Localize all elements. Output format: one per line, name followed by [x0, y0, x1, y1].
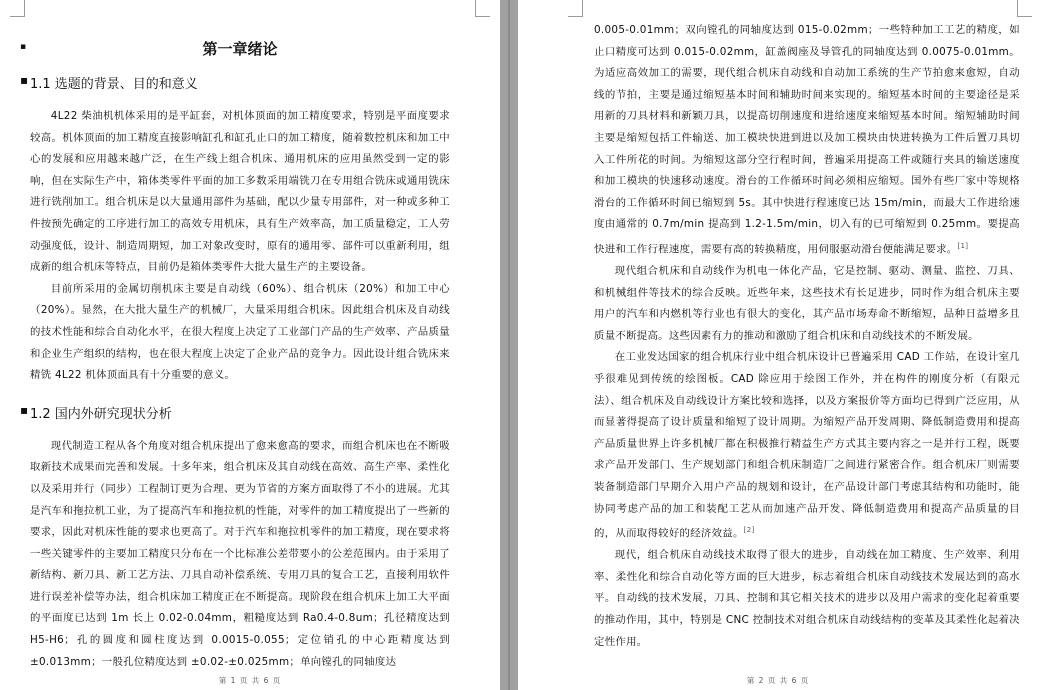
- citation-2: [2]: [743, 526, 755, 535]
- page-footer: 第 1 页 共 6 页: [218, 676, 282, 685]
- paragraph: 现代，组合机床自动线技术取得了很大的进步，自动线在加工精度、生产效率、利用率、柔性化和综合自动化等方面的巨大进步，标志着组合机床自动线技术发展达到的高水平。自动线的技术发展，刀具、控制和其它相关技术的进步以及用户需求的变化起着重要的推动作用，其中，特别是 CNC 控制技术对组合机床自动线结构的变革及其柔性化起着决定性作用。: [594, 549, 1020, 648]
- paragraph: 现代制造工程从各个角度对组合机床提出了愈来愈高的要求，而组合机床也在不断吸取新技术成果而完善和发展。十多年来，组合机床及其自动线在高效、高生产率、柔性化以及采用并行（同步）工程制订更为合理、更为节省的方案方面取得了不小的进展。尤其是汽车和拖拉机工业，为了提高汽车和拖拉机的性能，对零件的加工精度提出了一些新的要求，因此对机床性能的要求也更高了。对于汽车和拖拉机零件的加工精度，现在要求将一些关键零件的主要加工精度只分布在一个比标准公差带要小的公差范围内。由于采用了新结构、新刀具、新工艺方法、刀具自动补偿系统、专用刀具的复合工艺，直接利用软件进行误差补偿等办法，组合机床加工精度正在不断提高。现阶段在组合机床上加工大平面的平面度已达到 1m 长上 0.02-0.04mm，粗糙度达到 Ra0.4-0.8um；孔径精度达到 H5-H6；孔的圆度和圆柱度达到 0.0015-0.055；定位销孔的中心距精度达到 ±0.013mm；一般孔位精度达到 ±0.02-±0.025mm；单向镗孔的同轴度达: [30, 439, 450, 668]
- paragraph: 目前所采用的金属切削机床主要是自动线（60%）、组合机床（20%）和加工中心（20%）。显然，在大批大量生产的机械厂，大量采用组合机床。因此组合机床及自动线的技术性能和综合自动化水平，在很大程度上决定了工业部门产品的生产效率、产品质量和企业生产组织的结构，也在很大程度上决定了企业产品的竞争力。因此设计组合铣床来精铣 4L22 机体顶面具有十分重要的意义。: [30, 282, 450, 382]
- document-page-1: [0, 0, 500, 690]
- citation-1: [1]: [957, 241, 969, 250]
- section-title-1-2: [20, 402, 450, 422]
- section-title-text: 1.2 国内外研究现状分析: [30, 406, 172, 422]
- crop-mark-top-left: [10, 0, 25, 17]
- page-footer: 第 2 页 共 6 页: [746, 676, 810, 685]
- crop-mark-top-right: [475, 0, 490, 17]
- document-page-2: [518, 0, 1038, 690]
- page-gutter: [500, 0, 518, 690]
- paragraph: 0.005-0.01mm；双向镗孔的同轴度达到 015-0.02mm；一些特种加工工艺的精度，如止口精度可达到 0.015-0.02mm，缸盖阀座及导管孔的同轴度达到 0.0075-0.01mm。为适应高效加工的需要，现代组合机床自动线和自动加工系统的生产节拍愈来愈短，自动线的节拍，主要是通过缩短基本时间和辅助时间来实现的。缩短基本时间的主要途径是采用新的刀具材料和新颖刀具，以提高切削速度和进给速度来缩短基本时间。缩短辅助时间主要是缩短包括工件输送、加工模块快进到进以及加工模块由快进转换为工件后置刀具切入工件所花的时间。为缩短这部分空行程时间，普遍采用提高工件或随行夹具的输送速度和加工模块的快速移动速度。滑台的工作循环时间必须相应缩短。国外有些厂家中等规格滑台的工作循环时间已缩短到 5s。其中快进行程速度已达 15m/min，而最大工作进给速度由通常的 0.7m/min 提高到 1.2-1.5m/min，切入有的已可缩短到 0.25mm。要提高快进和工作行程速度，需要有高的转换精度，用伺服驱动滑台便能满足要求。[1]: [594, 24, 1020, 256]
- crop-mark-top-left: [568, 0, 583, 17]
- page-divider: [508, 0, 510, 690]
- section-bullet: ▪: [20, 73, 29, 87]
- chapter-title: 第一章绪论: [202, 40, 278, 58]
- paragraph: 在工业发达国家的组合机床行业中组合机床设计已普遍采用 CAD 工作站，在设计室几乎很难见到传统的绘图板。CAD 除应用于绘图工作外，并在构件的刚度分析（有限元法）、组合机床及自动线设计方案比较和选择，以及方案报价等方面均已得到广泛应用，从而显著得提高了设计质量和缩短了设计周期。为缩短产品开发周期、降低制造费用和提高产品质量世界上许多机械厂都在积极推行精益生产方式其主要内容之一是并行工程，既要求产品开发部门、生产规划部门和组合机床制造厂之间进行紧密合作。组合机床厂则需要装备制造部门早期介入用户产品的规划和设计，在产品设计部门考虑其结构和功能时，能协同考虑产品的加工和装配工艺从而加速产品开发、降低制造费用和提高产品质量的目的，从而取得较好的经济效益。[2]: [594, 351, 1020, 540]
- page-1-content[interactable]: [20, 20, 450, 668]
- section-bullet: ▪: [20, 402, 29, 417]
- paragraph: 现代组合机床和自动线作为机电一体化产品，它是控制、驱动、测量、监控、刀具、和机械组件等技术的综合反映。近些年来，这些技术有长足进步，同时作为组合机床主要用户的汽车和内燃机等行业也有很大的变化，其产品市场寿命不断缩短，品种日益增多且质量不断提高。这些因素有力的推动和激励了组合机床和自动线技术的不断发展。: [594, 265, 1020, 342]
- page-2-content[interactable]: [594, 20, 1020, 666]
- paragraph: 4L22 柴油机机体采用的是平缸套，对机体顶面的加工精度要求，特别是平面度要求较高。机体顶面的加工精度直接影响缸孔和缸孔止口的加工精度，随着数控机床和加工中心的发展和应用越来越广泛，在生产线上组合机床、通用机床的应用虽然受到一定的影响，但在实际生产中，箱体类零件平面的加工多数采用端铣刀在专用组合铣床或通用铣床进行铣削加工。组合机床是以大量通用部件为基础，配以少量专用部件，对一种或多种工件按预先确定的工序进行加工的高效专用机床，具有生产效率高，加工质量稳定，工人劳动强度低，设计、制造周期短，加工对象改变时，原有的通用零、部件可以重新利用，组成新的组合机床等特点，目前仍是箱体类零件大批大量生产的主要设备。: [30, 110, 450, 274]
- crop-mark-top-right: [1017, 0, 1032, 17]
- paragraph-marker: ▪: [20, 42, 27, 52]
- section-title-text: 1.1 选题的背景、目的和意义: [30, 77, 198, 92]
- section-title-1-1: [20, 73, 450, 92]
